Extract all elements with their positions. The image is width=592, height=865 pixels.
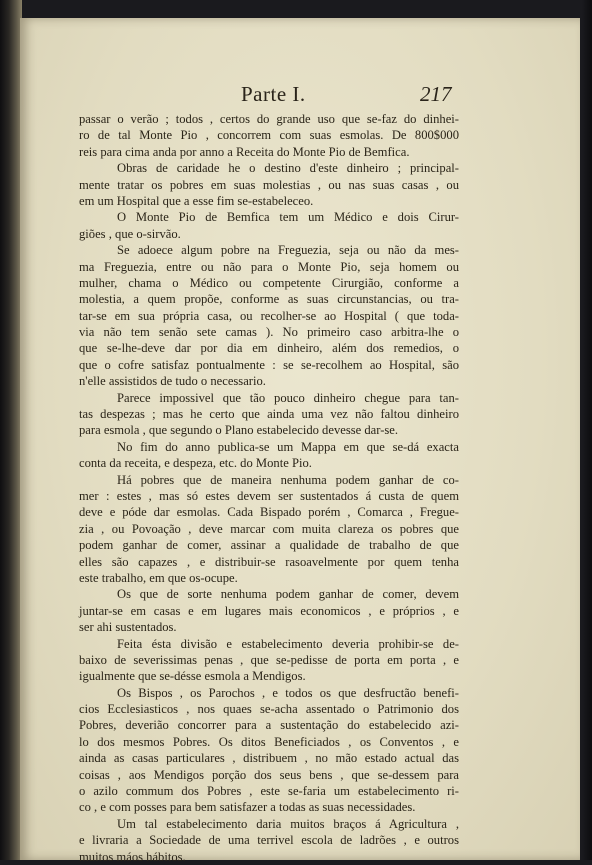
text-line: via não tem senão sete camas ). No primeiro caso arbitra-lhe o: [79, 325, 459, 340]
text-line: Os que de sorte nenhuma podem ganhar de comer, devem: [117, 587, 459, 602]
text-line: tar-se em sua própria casa, ou recolher-se ao Hospital ( que toda-: [79, 308, 459, 323]
text-line: Há pobres que de maneira nenhuma podem ganhar de co-: [117, 472, 459, 487]
page-number: 217: [420, 82, 452, 106]
text-line: Os Bispos , os Parochos , e todos os que desfructão benefi-: [117, 685, 459, 700]
text-line: Feita ésta divisão e estabelecimento deveria prohibir-se de-: [117, 636, 459, 651]
text-line: muitos máos hábitos.: [79, 849, 186, 864]
text-line: co , e com posses para bem satisfazer a todas as suas necessidades.: [79, 800, 416, 815]
text-line: giões , que o-sirvão.: [79, 226, 181, 241]
text-line: para esmola , que segundo o Plano estabelecido devesse dar-se.: [79, 423, 399, 438]
page-header: [78, 66, 458, 106]
text-line: O Monte Pio de Bemfica tem um Médico e dois Cirur-: [117, 210, 459, 225]
text-line: n'elle assistidos de tudo o necessario.: [79, 374, 266, 389]
page-right-border: [582, 0, 592, 860]
text-line: juntar-se em casas e em lugares mais economicos , e próprios , e: [79, 603, 459, 618]
body-text: [79, 111, 459, 865]
text-line: lo dos mesmos Pobres. Os ditos Beneficiados , os Conventos , e: [79, 734, 459, 749]
text-line: molestia, a quem propõe, conforme as suas circunstancias, ou tra-: [79, 292, 459, 307]
text-line: Obras de caridade he o destino d'este dinheiro ; principal-: [117, 161, 459, 176]
text-line: No fim do anno publica-se um Mappa em que se-dá exacta: [117, 439, 459, 454]
text-line: mulher, chama o Médico ou competente Cirurgião, conforme a: [79, 275, 459, 290]
text-line: o azilo commum dos Pobres , este se-faria um estabelecimento ri-: [79, 784, 459, 799]
text-line: Pobres, deverião concorrer para a sustentação do estabelecido azi-: [79, 718, 459, 733]
text-line: zia , ou Povoação , deve marcar com muita clareza os pobres que: [79, 521, 459, 536]
text-line: podem ganhar de comer, assinar a qualidade de trabalho de que: [79, 538, 459, 553]
text-line: cios Ecclesiasticos , nos quaes se-acha assentado o Patrimonio dos: [79, 702, 459, 717]
text-line: mer : estes , mas só estes devem ser sustentados á custa de quem: [79, 488, 459, 503]
text-line: tas despezas ; mas he certo que ainda uma vez não faltou dinheiro: [79, 407, 459, 422]
text-line: ser ahi sustentados.: [79, 620, 177, 635]
text-line: ma Freguezia, entre ou não para o Monte Pio, seja homem ou: [79, 259, 459, 274]
text-line: deve e póde dar esmolas. Cada Bispado porém , Comarca , Fregue-: [79, 505, 459, 520]
text-line: reis para cima anda por anno a Receita do Monte Pio de Bemfica.: [79, 144, 410, 159]
text-line: igualmente que se-désse esmola a Mendigos.: [79, 669, 306, 684]
text-line: elles são capazes , e distribuir-se rasoavelmente por quem tenha: [79, 554, 459, 569]
text-line: Se adoece algum pobre na Freguezia, seja ou não da mes-: [117, 243, 459, 258]
text-line: mente tratar os pobres em suas molestias , ou nas suas casas , ou: [79, 177, 459, 192]
text-line: coisas , aos Mendigos porção dos seus bens , que se-dessem para: [79, 767, 459, 782]
text-line: conta da receita, e despeza, etc. do Monte Pio.: [79, 456, 312, 471]
text-line: em um Hospital que a esse fim se-estabeleceo.: [79, 193, 314, 208]
text-line: e livraria a Sociedade de uma terrivel escola de ladrões , e outros: [79, 833, 459, 848]
binding-shadow: [0, 0, 22, 860]
text-line: que o cofre satisfaz pontualmente : se se-recolhem ao Hospital, são: [79, 357, 459, 372]
text-line: ro de tal Monte Pio , concorrem com suas esmolas. De 800$000: [79, 128, 459, 143]
text-line: este trabalho, em que os-ocupe.: [79, 570, 238, 585]
text-line: ainda as casas particulares , distribuem , no mão estado actual das: [79, 751, 459, 766]
text-line: Um tal estabelecimento daria muitos braços á Agricultura ,: [117, 816, 459, 831]
text-line: Parece impossivel que tão pouco dinheiro chegue para tan-: [117, 390, 459, 405]
text-line: passar o verão ; todos , certos do grande uso que se-faz do dinhei-: [79, 112, 459, 126]
text-line: que se-lhe-deve dar por dia em dinheiro, além dos remedios, o: [79, 341, 459, 356]
running-title: Parte I.: [241, 82, 306, 106]
text-line: baixo de severissimas penas , que se-pedisse de porta em porta , e: [79, 652, 459, 667]
